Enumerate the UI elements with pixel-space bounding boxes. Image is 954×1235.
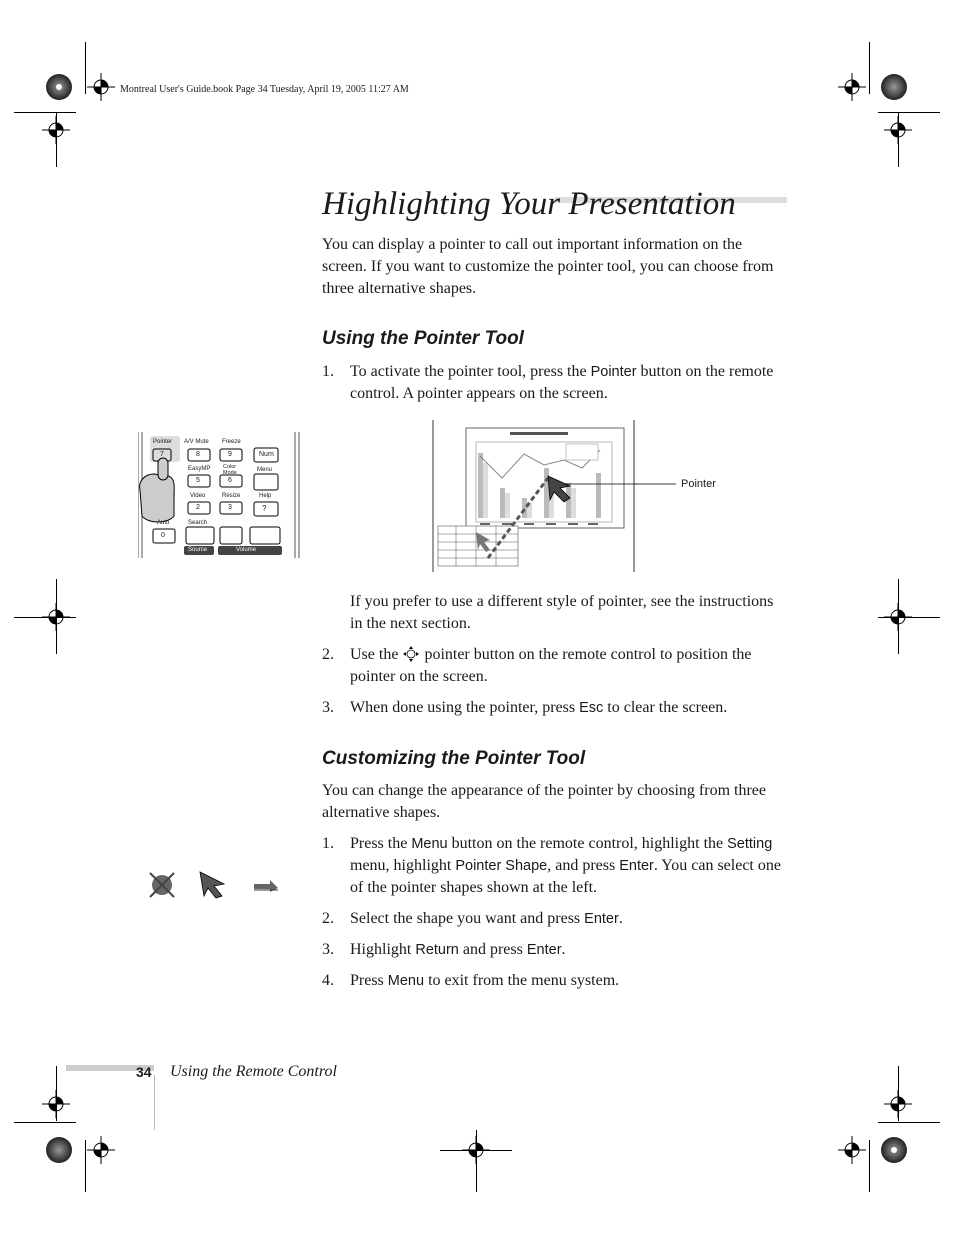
pointer-spot-icon — [150, 873, 174, 897]
color-target-icon — [46, 1137, 72, 1163]
remote-label-video: Video — [190, 493, 206, 499]
remote-key-help: ? — [262, 504, 267, 513]
color-target-icon — [881, 74, 907, 100]
remote-label-avmute: A/V Mute — [184, 439, 209, 445]
remote-label-source: Source — [188, 547, 208, 553]
pointer-flat-arrow-icon — [254, 880, 278, 892]
color-target-icon — [881, 1137, 907, 1163]
screen-pointer-illustration — [432, 420, 638, 572]
pointer-callout-label: Pointer — [681, 478, 716, 490]
color-target-icon — [46, 74, 72, 100]
file-info-header: Montreal User's Guide.book Page 34 Tuesday, April 19, 2005 11:27 AM — [120, 84, 409, 95]
remote-label-search: Search — [188, 520, 208, 526]
note-paragraph: If you prefer to use a different style of pointer, see the instructions in the next section. — [350, 593, 774, 632]
section-heading-customizing: Customizing the Pointer Tool — [322, 748, 586, 769]
remote-key-6: 6 — [228, 477, 232, 484]
remote-key-9: 9 — [228, 451, 232, 458]
hand-icon — [140, 458, 175, 522]
remote-control-illustration — [138, 432, 300, 558]
remote-label-resize: Resize — [222, 493, 241, 499]
customizing-intro: You can change the appearance of the pointer by choosing from three alternative shapes. — [322, 782, 766, 821]
remote-key-7: 7 — [160, 451, 164, 458]
remote-key-num: Num — [259, 451, 274, 458]
remote-label-auto: Auto — [157, 520, 170, 526]
callout-line — [636, 483, 676, 485]
remote-label-menu: Menu — [257, 467, 273, 473]
intro-paragraph: You can display a pointer to call out important information on the screen. If you want to customize the pointer tool, you can choose from three alternative shapes. — [322, 236, 774, 297]
remote-key-8: 8 — [196, 451, 200, 458]
directional-pad-icon — [402, 646, 420, 662]
remote-key-2: 2 — [196, 504, 200, 511]
remote-key-5: 5 — [196, 477, 200, 484]
remote-label-help: Help — [259, 493, 272, 499]
remote-key-0: 0 — [161, 532, 165, 539]
pointer-arrow-icon — [200, 872, 224, 898]
section-heading-using: Using the Pointer Tool — [322, 328, 524, 349]
remote-label-colormode: Color Mode — [223, 464, 237, 476]
remote-label-freeze: Freeze — [222, 439, 241, 445]
footer-section-title: Using the Remote Control — [170, 1063, 337, 1080]
page-number: 34 — [136, 1064, 152, 1080]
remote-label-pointer: Pointer — [153, 439, 173, 445]
page-title: Highlighting Your Presentation — [322, 186, 736, 222]
remote-label-volume: Volume — [236, 547, 257, 553]
remote-key-3: 3 — [228, 504, 232, 511]
remote-label-easymp: EasyMP — [188, 466, 211, 472]
pointer-shapes — [146, 868, 280, 902]
